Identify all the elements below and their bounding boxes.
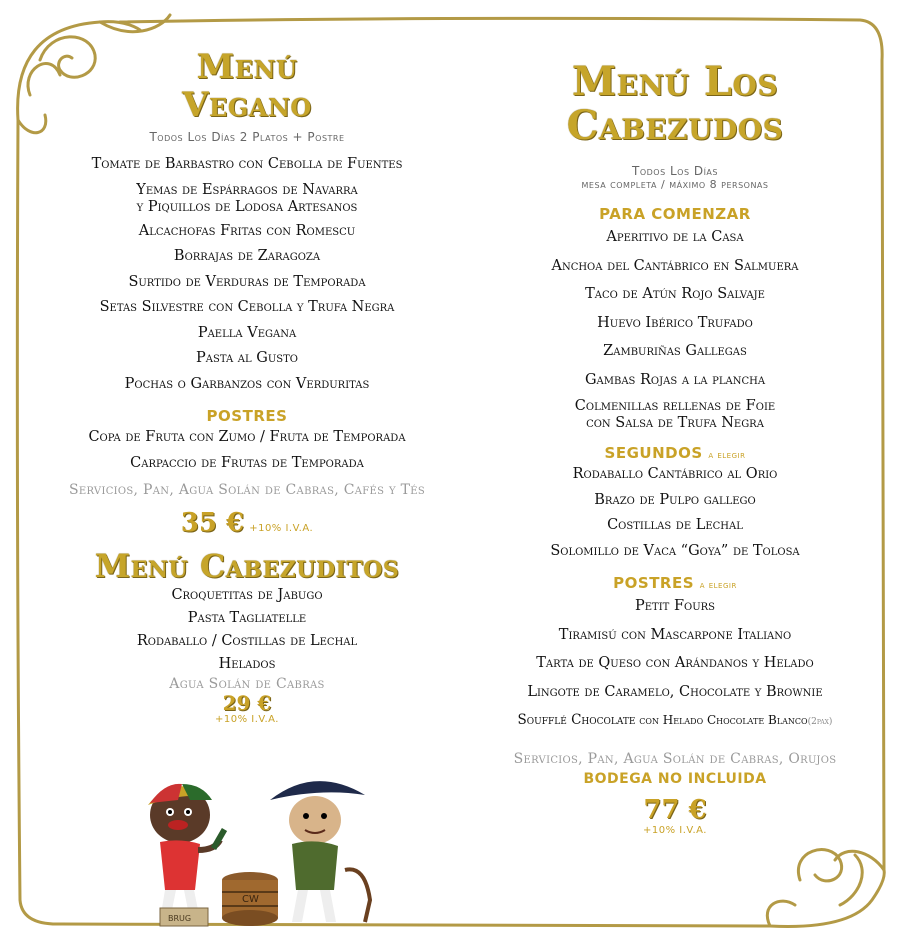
souffle-name: Soufflé Chocolate bbox=[517, 712, 636, 728]
menu-item: Setas Silvestre con Cebolla y Trufa Negra bbox=[99, 299, 395, 315]
barrel-icon bbox=[222, 872, 278, 926]
price: 35 € bbox=[180, 508, 245, 538]
menu-item bbox=[40, 182, 454, 216]
postres-note: a elegir bbox=[699, 580, 737, 591]
menu-item: Aperitivo de la Casa bbox=[606, 229, 744, 245]
menu-item: Copa de Fruta con Zumo / Fruta de Temporada bbox=[88, 429, 406, 445]
menu-vegano-title-line2: Vegano bbox=[182, 85, 312, 125]
menu-cabezudos-subtitle: Todos Los Días bbox=[631, 164, 718, 178]
menu-item: Gambas Rojas a la plancha bbox=[584, 371, 766, 388]
agua-text: Agua Solán de Cabras bbox=[169, 676, 325, 692]
menu-cabezudos-subtitle-2: mesa completa / máximo 8 personas bbox=[581, 178, 769, 191]
price-block bbox=[40, 508, 454, 538]
menu-item: Helados bbox=[218, 656, 276, 672]
bodega-note: BODEGA NO INCLUIDA bbox=[583, 770, 767, 787]
menu-item: Costillas de Lechal bbox=[607, 517, 743, 533]
servicios-text: Servicios, Pan, Agua Solán de Cabras, Orujos bbox=[513, 750, 837, 767]
menu-item: Carpaccio de Frutas de Temporada bbox=[130, 454, 364, 471]
menu-item: Pochas o Garbanzos con Verduritas bbox=[124, 375, 370, 392]
menu-item: Alcachofas Fritas con Romescu bbox=[138, 222, 356, 239]
menu-item: Borrajas de Zaragoza bbox=[173, 248, 321, 264]
menu-item: Taco de Atún Rojo Salvaje bbox=[585, 286, 765, 302]
menu-item bbox=[470, 398, 880, 432]
menu-item: Pasta al Gusto bbox=[196, 350, 298, 366]
napoleon-figure bbox=[270, 781, 370, 922]
cabezudos-illustration bbox=[120, 770, 380, 930]
menu-item: Rodaballo / Costillas de Lechal bbox=[136, 633, 358, 649]
menu-item: Brazo de Pulpo gallego bbox=[594, 491, 756, 508]
menu-item-line: Colmenillas rellenas de Foie bbox=[574, 398, 776, 414]
segundos-label: SEGUNDOS bbox=[604, 444, 703, 462]
segundos-note: a elegir bbox=[708, 450, 746, 461]
iva-note: +10% I.V.A. bbox=[249, 523, 314, 534]
menu-item: Zamburiñas Gallegas bbox=[603, 343, 747, 359]
menu-item: Huevo Ibérico Trufado bbox=[597, 314, 753, 331]
menu-cabezudos-section bbox=[470, 60, 880, 836]
postres-heading bbox=[470, 574, 880, 592]
crate-icon bbox=[160, 908, 208, 926]
menu-item: Surtido de Verduras de Temporada bbox=[128, 273, 366, 290]
menu-item: Tarta de Queso con Arándanos y Helado bbox=[536, 655, 814, 671]
menu-item: Anchoa del Cantábrico en Salmuera bbox=[551, 257, 799, 274]
menu-vegano-subtitle: Todos Los Días 2 Platos + Postre bbox=[149, 130, 345, 144]
price: 77 € bbox=[643, 794, 707, 825]
menu-item: Tomate de Barbastro con Cebolla de Fuentes bbox=[91, 156, 403, 172]
segundos-heading bbox=[470, 444, 880, 462]
postres-heading: POSTRES bbox=[206, 407, 288, 425]
menu-item: Lingote de Caramelo, Chocolate y Brownie bbox=[527, 683, 823, 700]
souffle-note: (2pax) bbox=[807, 717, 833, 727]
servicios-text: Servicios, Pan, Agua Solán de Cabras, Cafés y Tés bbox=[68, 482, 426, 498]
menu-item: Solomillo de Vaca “Goya” de Tolosa bbox=[550, 542, 800, 559]
menu-item: Rodaballo Cantábrico al Orio bbox=[572, 466, 778, 482]
menu-item-line: y Piquillos de Lodosa Artesanos bbox=[136, 198, 358, 215]
jester-figure bbox=[148, 784, 227, 920]
menu-item: Croquetitas de Jabugo bbox=[171, 587, 323, 603]
para-comenzar-heading: PARA COMENZAR bbox=[599, 205, 751, 223]
menu-item-line: Yemas de Espárragos de Navarra bbox=[136, 181, 358, 198]
postres-label: POSTRES bbox=[613, 574, 695, 592]
menu-item-line: con Salsa de Trufa Negra bbox=[586, 415, 764, 431]
price: 29 € bbox=[222, 691, 272, 715]
menu-vegano-title-line1: Menú bbox=[196, 47, 298, 87]
iva-note: +10% I.V.A. bbox=[215, 714, 279, 725]
barrel-label: CW bbox=[242, 894, 259, 905]
menu-item bbox=[470, 706, 880, 737]
souffle-detail: con Helado Chocolate Blanco bbox=[635, 713, 808, 727]
menu-item: Paella Vegana bbox=[197, 324, 297, 341]
menu-item: Petit Fours bbox=[634, 598, 716, 614]
menu-vegano-section bbox=[40, 48, 454, 725]
menu-item: Pasta Tagliatelle bbox=[187, 610, 307, 626]
iva-note: +10% I.V.A. bbox=[643, 824, 707, 836]
menu-cabezuditos-title: Menú Cabezuditos bbox=[94, 547, 400, 585]
menu-cabezudos-title: Menú Los Cabezudos bbox=[566, 58, 784, 149]
crate-label: BRUG bbox=[168, 914, 192, 923]
menu-item: Tiramisú con Mascarpone Italiano bbox=[558, 626, 792, 643]
